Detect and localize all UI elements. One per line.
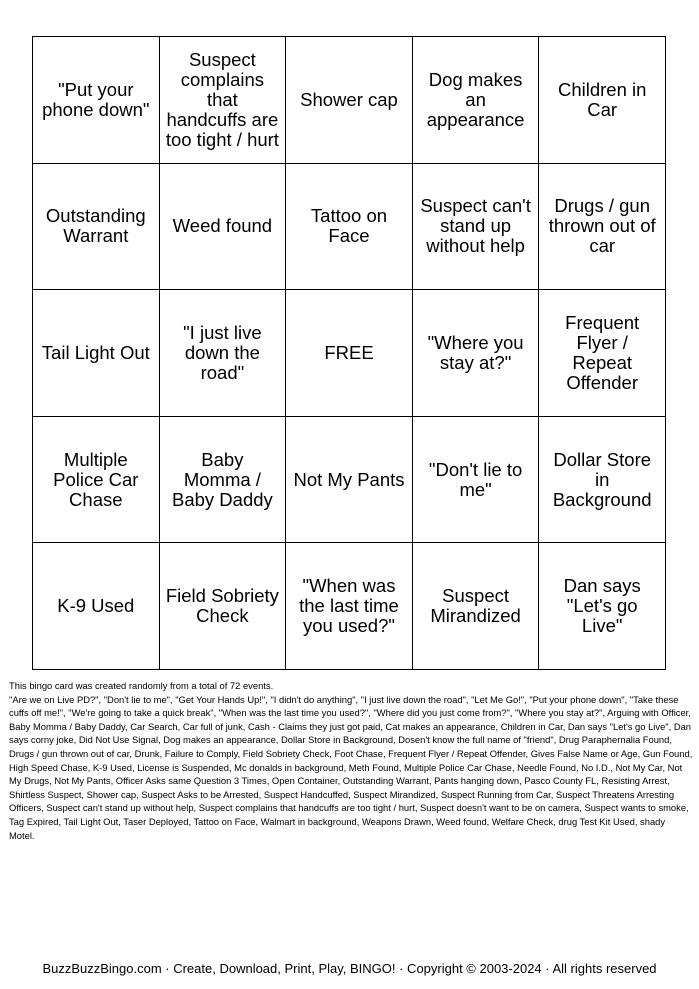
bingo-cell: Frequent Flyer / Repeat Offender: [539, 290, 666, 417]
card-info: [9, 679, 693, 842]
bingo-cell: Outstanding Warrant: [33, 164, 160, 291]
bingo-cell: "Don't lie to me": [413, 417, 540, 544]
bingo-cell: "I just live down the road": [160, 290, 287, 417]
bingo-cell: Field Sobriety Check: [160, 543, 287, 670]
bingo-cell: Drugs / gun thrown out of car: [539, 164, 666, 291]
bingo-cell: "Put your phone down": [33, 37, 160, 164]
bingo-cell: "When was the last time you used?": [286, 543, 413, 670]
bingo-free-cell: FREE: [286, 290, 413, 417]
bingo-cell: Baby Momma / Baby Daddy: [160, 417, 287, 544]
footer-copyright: BuzzBuzzBingo.com · Create, Download, Print, Play, BINGO! · Copyright © 2003-2024 · All rights reserved: [42, 961, 657, 976]
bingo-cell: K-9 Used: [33, 543, 160, 670]
bingo-cell: Dog makes an appearance: [413, 37, 540, 164]
bingo-cell: Suspect can't stand up without help: [413, 164, 540, 291]
bingo-cell: Dollar Store in Background: [539, 417, 666, 544]
bingo-card-grid: [32, 36, 666, 670]
bingo-cell: Not My Pants: [286, 417, 413, 544]
bingo-cell: Children in Car: [539, 37, 666, 164]
card-info-intro: This bingo card was created randomly from a total of 72 events.: [9, 680, 274, 691]
event-list: "Are we on Live PD?", "Don't lie to me", "Get Your Hands Up!", "I didn't do anything", "I just live down the road", "Let Me Go!", "Put your phone down", "Take these cuffs off me!", "We're going to take a quick break", "When was the last time you used?", "Where did you just come from?", "Where you stay at?", Arguing with Officer, Baby Momma / Baby Daddy, Car Search, Car full of junk, Cash - Claims they just got paid, Cat makes an appearance, Children in Car, Dan says "Let's go Live", Dan says corny joke, Did Not Use Signal, Dog makes an appearance, Dollar Store in Background, Dosen't know the full name of "friend", Drug Paraphernalia Found, Drugs / gun thrown out of car, Drunk, Failure to Comply, Field Sobriety Check, Foot Chase, Frequent Flyer / Repeat Offender, Gives False Name or Age, Gun Found, High Speed Chase, K-9 Used, License is Suspended, Mc donalds in background, Meth Found, Multiple Police Car Chase, Needle Found, No I.D., Not My Car, Not My Drugs, Not My Pants, Officer Asks same Question 3 Times, Open Container, Outstanding Warrant, Pants hanging down, Pasco County FL, Resisting Arrest, Shirtless Suspect, Shower cap, Suspect Asks to be Arrested, Suspect Handcuffed, Suspect Mirandized, Suspect Running from Car, Suspect Threatens Arresting Officers, Suspect can't stand up without help, Suspect complains that handcuffs are too tight / hurt, Suspect doesn't want to be on camera, Suspect wants to smoke, Tag Expired, Tail Light Out, Taser Deployed, Tattoo on Face, Walmart in background, Weapons Drawn, Weed found, Welfare Check, drug Test Kit Used, shady Motel.: [9, 693, 693, 841]
bingo-cell: Shower cap: [286, 37, 413, 164]
bingo-cell: Suspect Mirandized: [413, 543, 540, 670]
bingo-cell: Multiple Police Car Chase: [33, 417, 160, 544]
bingo-cell: "Where you stay at?": [413, 290, 540, 417]
bingo-cell: Suspect complains that handcuffs are too tight / hurt: [160, 37, 287, 164]
bingo-cell: Tail Light Out: [33, 290, 160, 417]
bingo-cell: Dan says "Let's go Live": [539, 543, 666, 670]
bingo-cell: Tattoo on Face: [286, 164, 413, 291]
bingo-cell: Weed found: [160, 164, 287, 291]
